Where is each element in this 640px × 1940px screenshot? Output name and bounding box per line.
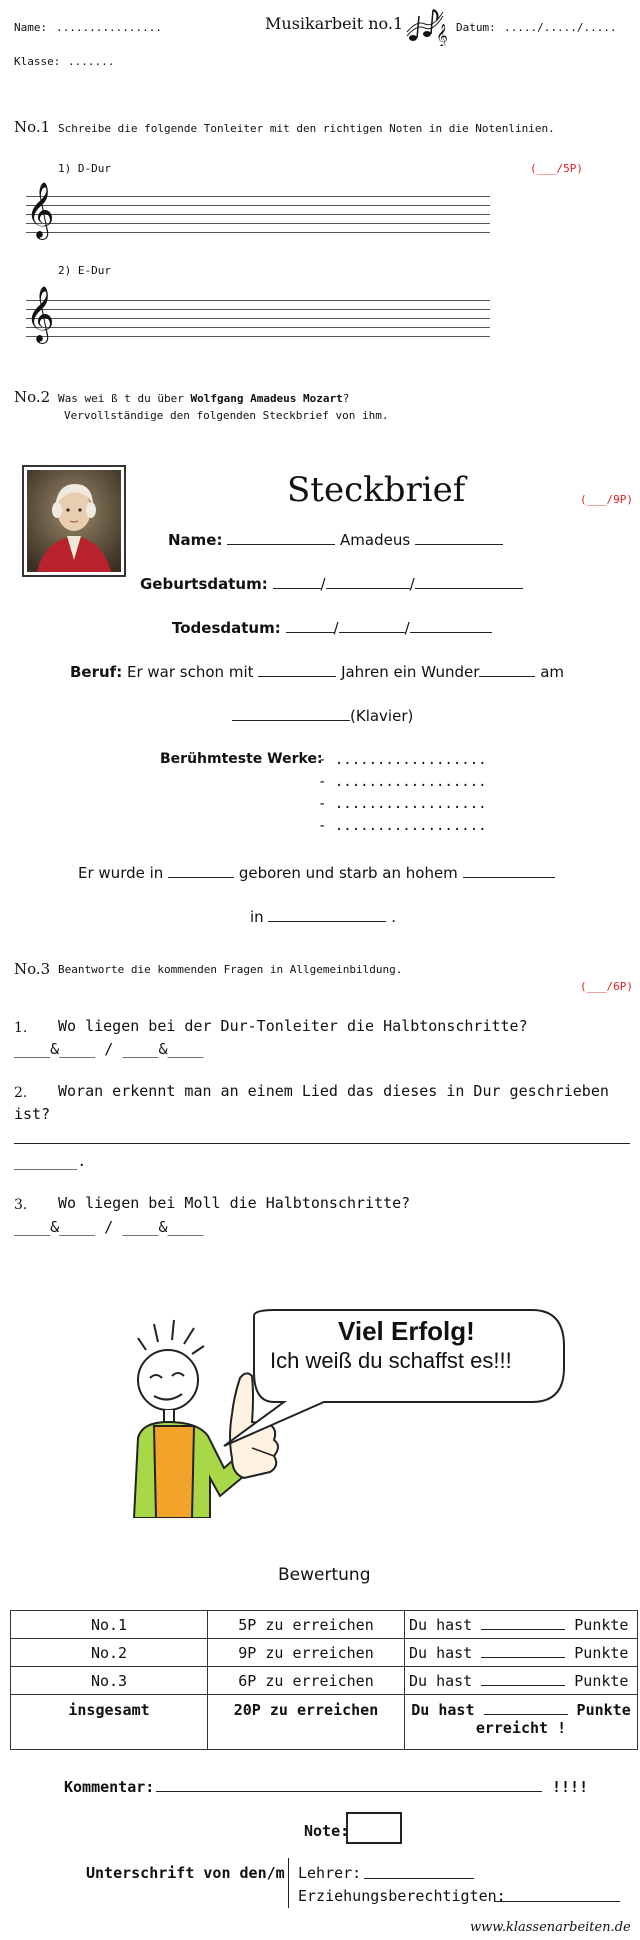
q2-answer-end[interactable]: _______. [14, 1152, 87, 1170]
birth-month-blank[interactable] [326, 574, 410, 589]
deathplace-blank[interactable] [268, 907, 386, 922]
have-label: Du hast [409, 1643, 473, 1662]
q2-text-continued: ist? [14, 1105, 51, 1123]
grade-total-reach: 20P zu erreichen [208, 1695, 405, 1750]
task1-item2: 2) E-Dur [58, 264, 111, 277]
class-label: Klasse: [14, 55, 61, 68]
name-label: Name: [14, 21, 48, 34]
born-row [78, 863, 555, 882]
task3-instruction: Beantworte die kommenden Fragen in Allgemeinbildung. [58, 963, 403, 976]
death-age-blank[interactable] [463, 863, 555, 878]
class-field[interactable]: ....... [68, 55, 115, 68]
have-label: Du hast [411, 1701, 475, 1719]
job-row [70, 662, 564, 681]
grade-task: No.1 [11, 1611, 208, 1639]
birthdate-label: Geburtsdatum: [140, 575, 268, 593]
bubble-text: Ich weiß du schaffst es!!! [270, 1348, 512, 1373]
instrument-row [232, 706, 413, 725]
steckbrief-name-row [168, 530, 503, 549]
table-row [11, 1611, 638, 1639]
q1-number: 1. [14, 1020, 28, 1036]
task2-points: (___/9P) [580, 493, 633, 506]
age-blank[interactable] [258, 662, 336, 677]
have-label: Du hast [409, 1615, 473, 1634]
born-text4: . [391, 908, 397, 926]
birth-year-blank[interactable] [415, 574, 523, 589]
unit-label: Punkte [574, 1615, 629, 1634]
name-middle: Amadeus [340, 531, 411, 549]
unit-label: Punkte [576, 1701, 631, 1719]
deathdate-label: Todesdatum: [172, 619, 281, 637]
q3-text: Wo liegen bei Moll die Halbtonschritte? [58, 1194, 411, 1212]
q1-answer[interactable]: ____&____ / ____&____ [14, 1040, 204, 1058]
work-line[interactable]: - .................. [318, 752, 487, 768]
treble-clef-icon: 𝄞 [26, 286, 55, 342]
grade-total-task: insgesamt [11, 1695, 208, 1750]
total-points-blank[interactable] [484, 1702, 568, 1715]
steckbrief-title: Steckbrief [287, 470, 466, 510]
death-year-blank[interactable] [410, 618, 492, 633]
death-day-blank[interactable] [286, 618, 334, 633]
death-month-blank[interactable] [339, 618, 405, 633]
table-row [11, 1667, 638, 1695]
task2-q-mozart: Wolfgang Amadeus Mozart [190, 392, 343, 405]
grading-title: Bewertung [278, 1565, 371, 1585]
deathdate-row: Todesdatum: / / [172, 618, 492, 637]
points-blank[interactable] [481, 1673, 565, 1686]
unit-label: Punkte [574, 1643, 629, 1662]
name-field[interactable]: ................ [56, 21, 162, 34]
treble-clef-icon: 𝄞 [26, 182, 55, 238]
unit-label: Punkte [574, 1671, 629, 1690]
teacher-label: Lehrer: [298, 1864, 362, 1882]
work-line[interactable]: - .................. [318, 774, 487, 790]
task1-number: No.1 [14, 118, 51, 136]
grade-task: No.3 [11, 1667, 208, 1695]
born-text3: in [250, 908, 264, 926]
staff-e-dur[interactable] [26, 286, 490, 344]
bubble-title: Viel Erfolg! [338, 1316, 475, 1346]
job-text2: Jahren ein Wunder [341, 663, 480, 681]
job-text3: am [540, 663, 565, 681]
firstname-blank[interactable] [227, 530, 335, 545]
task1-points: (___/5P) [530, 162, 583, 175]
born-text1: Er wurde in [78, 864, 164, 882]
grade-reach: 5P zu erreichen [208, 1611, 405, 1639]
table-row-total [11, 1695, 638, 1750]
date-field[interactable]: ...../...../..... [504, 21, 617, 34]
deathplace-row [250, 907, 396, 926]
grade-have [405, 1611, 638, 1639]
comment-label: Kommentar: [64, 1778, 155, 1796]
comment-end: !!!! [552, 1778, 589, 1796]
grade-task: No.2 [11, 1639, 208, 1667]
grade-have [405, 1667, 638, 1695]
task1-instruction: Schreibe die folgende Tonleiter mit den richtigen Noten in die Notenlinien. [58, 122, 555, 135]
task2-q-start: Was wei ß t du über [58, 392, 184, 405]
grade-reach: 9P zu erreichen [208, 1639, 405, 1667]
guardian-label: Erziehungsberechtigten: [298, 1887, 506, 1905]
q3-number: 3. [14, 1197, 28, 1213]
svg-text:𝄞: 𝄞 [436, 23, 448, 46]
site-link[interactable]: www.klassenarbeiten.de [470, 1920, 631, 1935]
task2-number: No.2 [14, 388, 51, 406]
reached-label: erreicht ! [475, 1719, 567, 1737]
birthdate-row: Geburtsdatum: / / [140, 574, 523, 593]
instrument-blank[interactable] [232, 706, 350, 721]
table-row [11, 1639, 638, 1667]
signature-divider [288, 1858, 289, 1908]
q1-text: Wo liegen bei der Dur-Tonleiter die Halbtonschritte? [58, 1017, 528, 1035]
born-text2: geboren und starb an hohem [238, 864, 458, 882]
task2-question [58, 392, 349, 405]
task3-number: No.3 [14, 960, 51, 978]
comment-line[interactable] [156, 1791, 542, 1792]
page-title: Musikarbeit no.1 [265, 14, 404, 33]
work-line[interactable]: - .................. [318, 796, 487, 812]
job-label: Beruf: [70, 663, 123, 681]
task1-item1: 1) D-Dur [58, 162, 111, 175]
task3-points: (___/6P) [580, 980, 633, 993]
grade-box[interactable] [346, 1812, 402, 1844]
birthplace-blank[interactable] [168, 863, 234, 878]
grade-have [405, 1639, 638, 1667]
points-blank[interactable] [481, 1645, 565, 1658]
teacher-signature-line[interactable] [364, 1878, 474, 1879]
task2-q-end: ? [342, 392, 350, 405]
birth-day-blank[interactable] [273, 574, 321, 589]
q2-number: 2. [14, 1085, 28, 1101]
job-text4: (Klavier) [350, 707, 414, 725]
task2-instruction: Vervollständige den folgenden Steckbrief von ihm. [64, 409, 389, 422]
staff-d-dur[interactable] [26, 182, 490, 240]
mozart-portrait [22, 465, 126, 577]
signature-label: Unterschrift von den/m [86, 1864, 285, 1882]
lastname-blank[interactable] [415, 530, 503, 545]
job-text1: Er war schon mit [127, 663, 254, 681]
works-label: Berühmteste Werke: [160, 751, 323, 767]
q3-answer[interactable]: ____&____ / ____&____ [14, 1218, 204, 1236]
points-blank[interactable] [481, 1617, 565, 1630]
work-line[interactable]: - .................. [318, 818, 487, 834]
wonder-blank[interactable] [479, 662, 535, 677]
have-label: Du hast [409, 1671, 473, 1690]
date-label: Datum: [456, 21, 496, 34]
grade-reach: 6P zu erreichen [208, 1667, 405, 1695]
name-row-label: Name: [168, 531, 223, 549]
grading-table [10, 1610, 638, 1750]
guardian-signature-line[interactable] [494, 1901, 620, 1902]
q2-text: Woran erkennt man an einem Lied das dieses in Dur geschrieben [58, 1082, 609, 1100]
music-notes-icon [403, 2, 449, 50]
q2-answer-line[interactable] [14, 1143, 630, 1144]
grade-label: Note: [304, 1822, 350, 1840]
grade-total-have [405, 1695, 638, 1750]
